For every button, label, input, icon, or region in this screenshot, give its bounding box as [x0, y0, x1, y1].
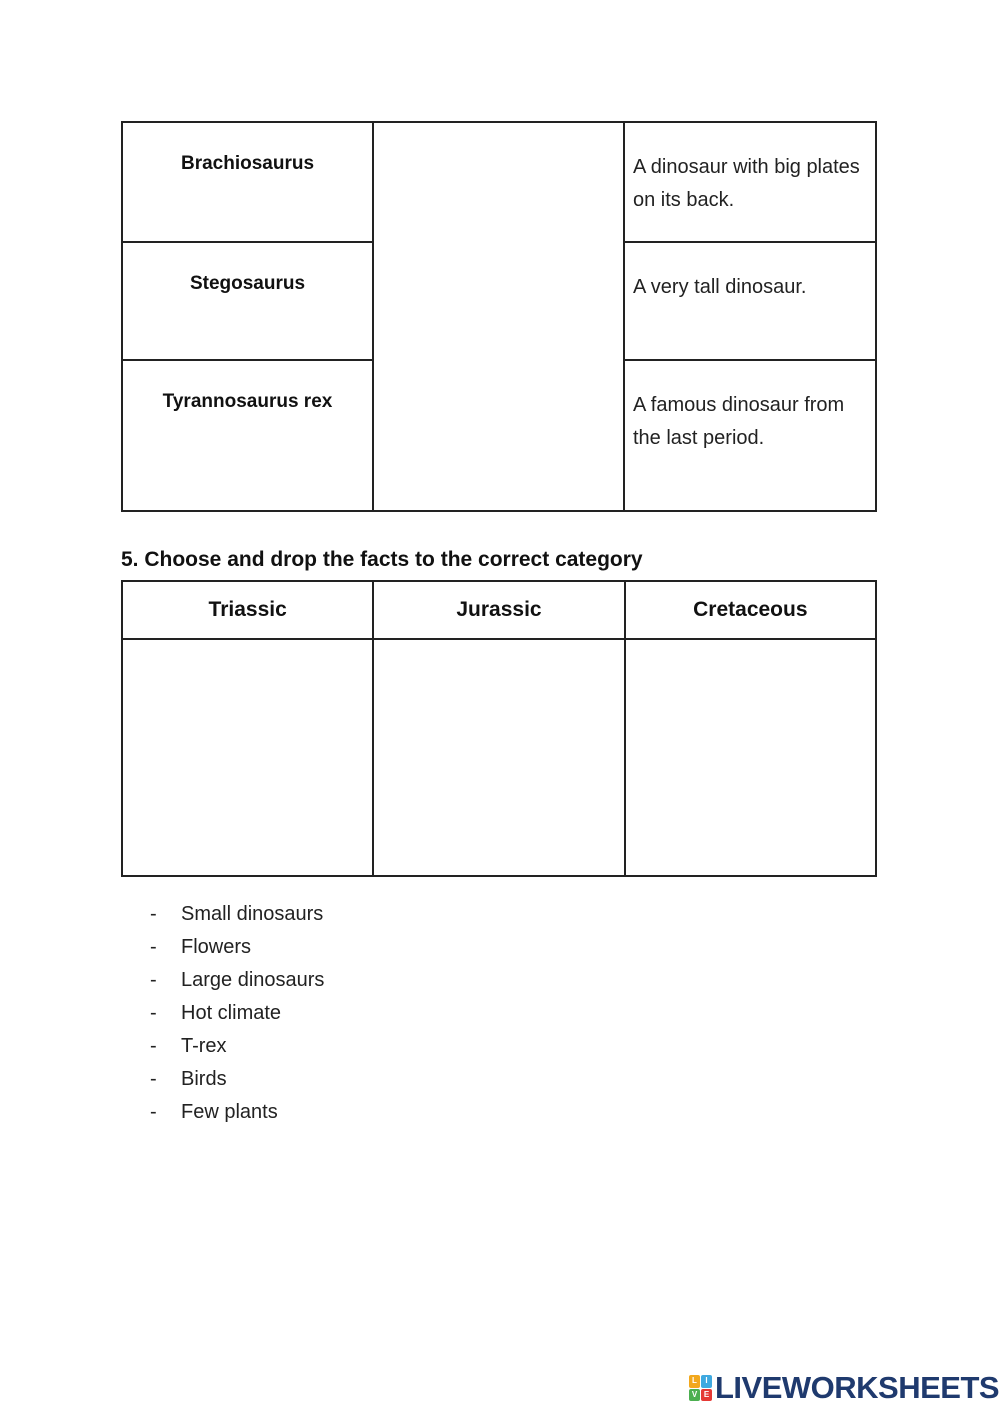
facts-list: [150, 898, 324, 1129]
description-cell: A very tall dinosaur.: [624, 242, 876, 360]
fact-item[interactable]: [150, 898, 324, 931]
fact-label: T-rex: [181, 1035, 227, 1057]
bullet-dash: -: [150, 903, 157, 925]
drop-zone-jurassic[interactable]: [373, 639, 624, 876]
fact-label: Small dinosaurs: [181, 903, 324, 925]
fact-label: Hot climate: [181, 1002, 282, 1024]
dinosaur-name-cell: Tyrannosaurus rex: [122, 360, 373, 511]
fact-label: Large dinosaurs: [181, 969, 325, 991]
logo-mark-tile: I: [701, 1375, 712, 1388]
dinosaur-name-cell: Stegosaurus: [122, 242, 373, 360]
fact-item[interactable]: [150, 1096, 324, 1129]
section-title: 5. Choose and drop the facts to the correct category: [121, 548, 643, 571]
category-header-triassic: Triassic: [122, 581, 373, 639]
fact-item[interactable]: [150, 1030, 324, 1063]
drop-zone-triassic[interactable]: [122, 639, 373, 876]
bullet-dash: -: [150, 1035, 157, 1057]
fact-label: Few plants: [181, 1101, 278, 1123]
matching-table: [121, 121, 877, 512]
fact-item[interactable]: [150, 931, 324, 964]
logo-mark-tile: L: [689, 1375, 700, 1388]
bullet-dash: -: [150, 1068, 157, 1090]
fact-item[interactable]: [150, 1063, 324, 1096]
match-drop-zone[interactable]: [373, 122, 624, 511]
logo-text: LIVEWORKSHEETS: [715, 1370, 999, 1405]
description-cell: A famous dinosaur from the last period.: [624, 360, 876, 511]
bullet-dash: -: [150, 936, 157, 958]
liveworksheets-logo: [689, 1371, 999, 1405]
bullet-dash: -: [150, 969, 157, 991]
dinosaur-name-cell: Brachiosaurus: [122, 122, 373, 242]
fact-label: Flowers: [181, 936, 252, 958]
category-table: [121, 580, 877, 877]
fact-label: Birds: [181, 1068, 227, 1090]
logo-mark-icon: [689, 1375, 712, 1401]
description-cell: A dinosaur with big plates on its back.: [624, 122, 876, 242]
logo-mark-tile: V: [689, 1389, 700, 1402]
bullet-dash: -: [150, 1002, 157, 1024]
drop-zone-cretaceous[interactable]: [625, 639, 876, 876]
category-header-jurassic: Jurassic: [373, 581, 624, 639]
fact-item[interactable]: [150, 997, 324, 1030]
logo-mark-tile: E: [701, 1389, 712, 1402]
fact-item[interactable]: [150, 964, 324, 997]
bullet-dash: -: [150, 1101, 157, 1123]
category-header-cretaceous: Cretaceous: [625, 581, 876, 639]
